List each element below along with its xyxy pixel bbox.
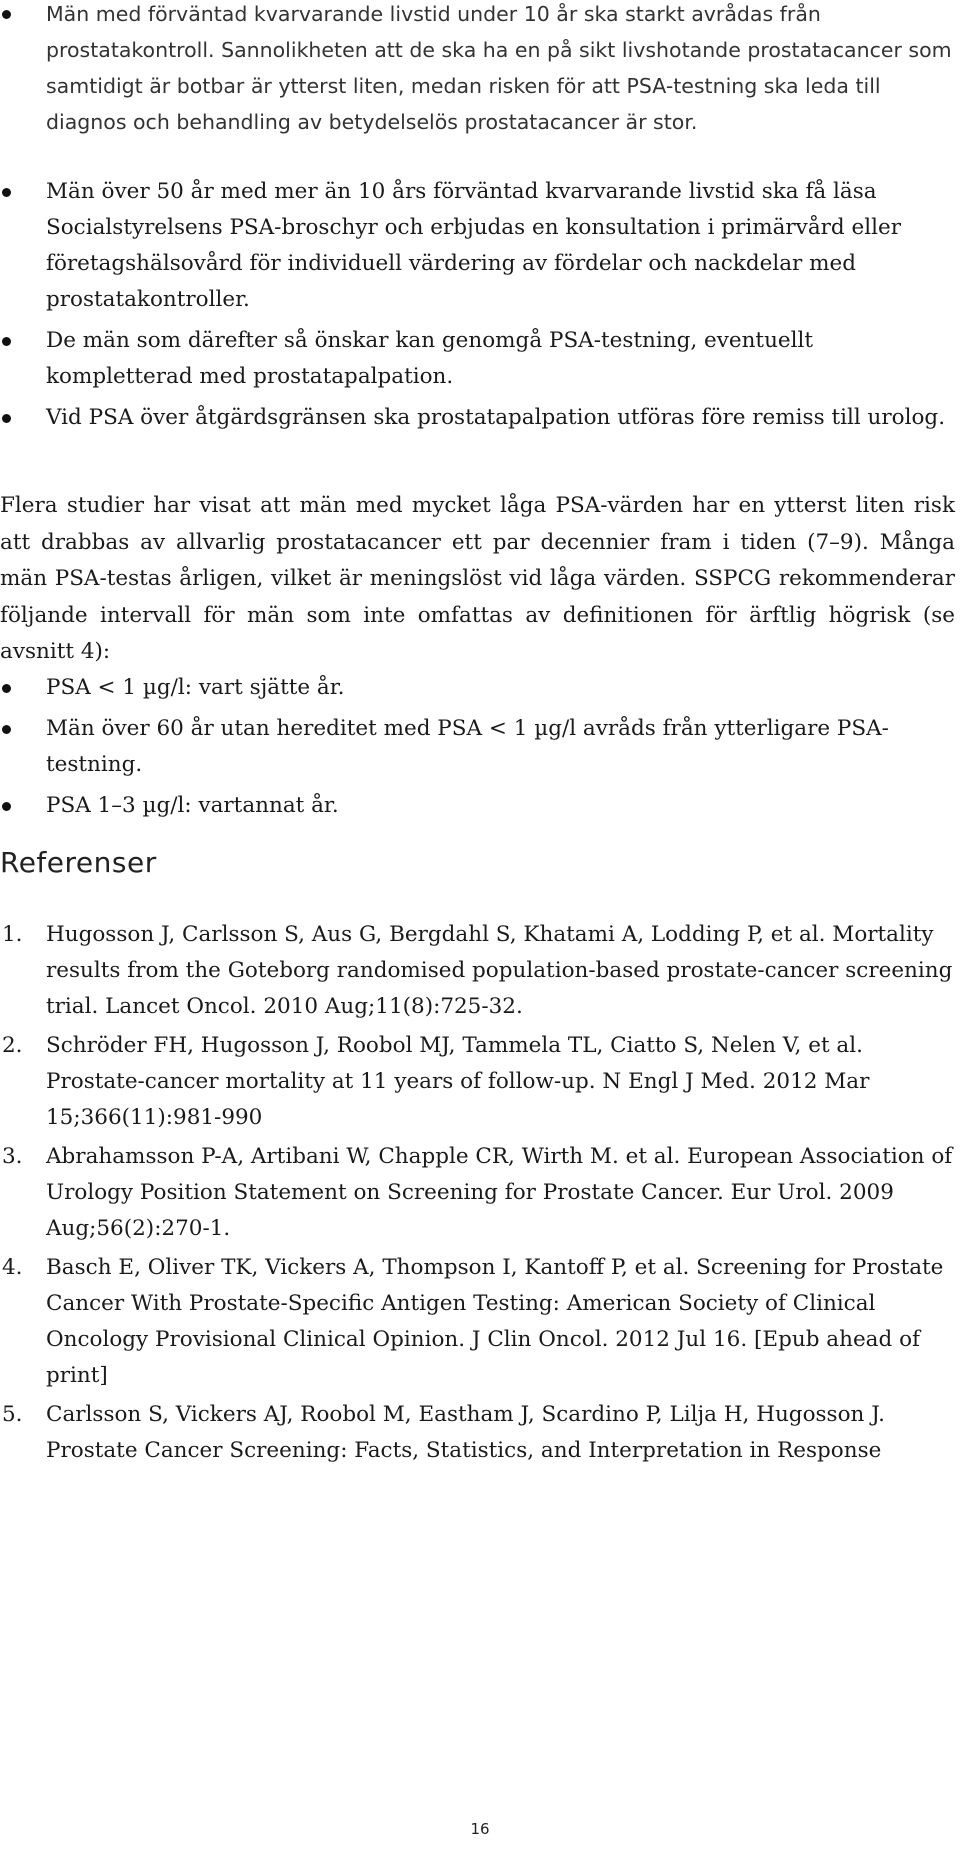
list-item: Män över 60 år utan hereditet med PSA < 1 µg/l avråds från ytterligare PSA-testning. bbox=[0, 711, 960, 783]
reference-text: Schröder FH, Hugosson J, Roobol MJ, Tammela TL, Ciatto S, Nelen V, et al. Prostate-cancer mortality at 11 years of follow-up. N Engl J Med. 2012 Mar 15;366(11):981-990 bbox=[46, 1033, 870, 1130]
list-item: Vid PSA över åtgärdsgränsen ska prostatapalpation utföras före remiss till urolog. bbox=[0, 400, 960, 436]
bullet-icon bbox=[2, 684, 11, 693]
list-item: PSA 1–3 µg/l: vartannat år. bbox=[0, 788, 960, 824]
list-item: De män som därefter så önskar kan genomgå PSA-testning, eventuellt kompletterad med prostatapalpation. bbox=[0, 323, 960, 395]
bullet-icon bbox=[2, 188, 11, 197]
list-item: Män med förväntad kvarvarande livstid under 10 år ska starkt avrådas från prostatakontroll. Sannolikheten att de ska ha en på sikt livshotande prostatacancer som samtidigt är botbar är ytterst liten, medan risken för att PSA-testning ska leda till diagnos och behandling av betydelselös prostatacancer är stor. bbox=[0, 0, 960, 140]
recommendation-list bbox=[0, 174, 960, 441]
reference-number: 3. bbox=[2, 1144, 23, 1169]
reference-text: Carlsson S, Vickers AJ, Roobol M, Eastham J, Scardino P, Lilja H, Hugosson J. Prostate Cancer Screening: Facts, Statistics, and Interpretation in Response bbox=[46, 1402, 885, 1463]
reference-text: Abrahamsson P-A, Artibani W, Chapple CR, Wirth M. et al. European Association of Urology Position Statement on Screening for Prostate Cancer. Eur Urol. 2009 Aug;56(2):270-1. bbox=[46, 1144, 953, 1241]
interval-list bbox=[0, 670, 960, 829]
references-heading: Referenser bbox=[0, 846, 157, 879]
reference-item bbox=[0, 1028, 958, 1136]
reference-number: 5. bbox=[2, 1402, 23, 1427]
page-number: 16 bbox=[470, 1820, 490, 1838]
reference-list bbox=[0, 917, 958, 1472]
reference-number: 1. bbox=[2, 922, 23, 947]
bullet-icon bbox=[2, 10, 11, 19]
bullet-icon bbox=[2, 337, 11, 346]
bullet-icon bbox=[2, 802, 11, 811]
reference-text: Hugosson J, Carlsson S, Aus G, Bergdahl S, Khatami A, Lodding P, et al. Mortality results from the Goteborg randomised population-based prostate-cancer screening trial. Lancet Oncol. 2010 Aug;11(8):725-32. bbox=[46, 922, 953, 1019]
reference-item bbox=[0, 1397, 958, 1469]
list-item: Män över 50 år med mer än 10 års förväntad kvarvarande livstid ska få läsa Socialstyrelsens PSA-broschyr och erbjudas en konsultation i primärvård eller företagshälsovård för individuell värdering av fördelar och nackdelar med prostatakontroller. bbox=[0, 174, 960, 318]
bullet-icon bbox=[2, 725, 11, 734]
bullet-icon bbox=[2, 414, 11, 423]
body-paragraph: Flera studier har visat att män med mycket låga PSA-värden har en ytterst liten risk att drabbas av allvarlig prostatacancer ett par decennier fram i tiden (7–9). Många män PSA-testas årligen, vilket är meningslöst vid låga värden. SSPCG rekommenderar följande intervall för män som inte omfattas av definitionen för ärftlig högrisk (se avsnitt 4): bbox=[0, 493, 955, 664]
reference-text: Basch E, Oliver TK, Vickers A, Thompson I, Kantoff P, et al. Screening for Prostate Cancer With Prostate-Specific Antigen Testing: American Society of Clinical Oncology Provisional Clinical Opinion. J Clin Oncol. 2012 Jul 16. [Epub ahead of print] bbox=[46, 1255, 944, 1388]
reference-number: 2. bbox=[2, 1033, 23, 1058]
reference-number: 4. bbox=[2, 1255, 23, 1280]
reference-item bbox=[0, 1139, 958, 1247]
list-item: PSA < 1 µg/l: vart sjätte år. bbox=[0, 670, 960, 706]
recommendation-list-continued bbox=[0, 0, 960, 145]
reference-item bbox=[0, 917, 958, 1025]
reference-item bbox=[0, 1250, 958, 1394]
